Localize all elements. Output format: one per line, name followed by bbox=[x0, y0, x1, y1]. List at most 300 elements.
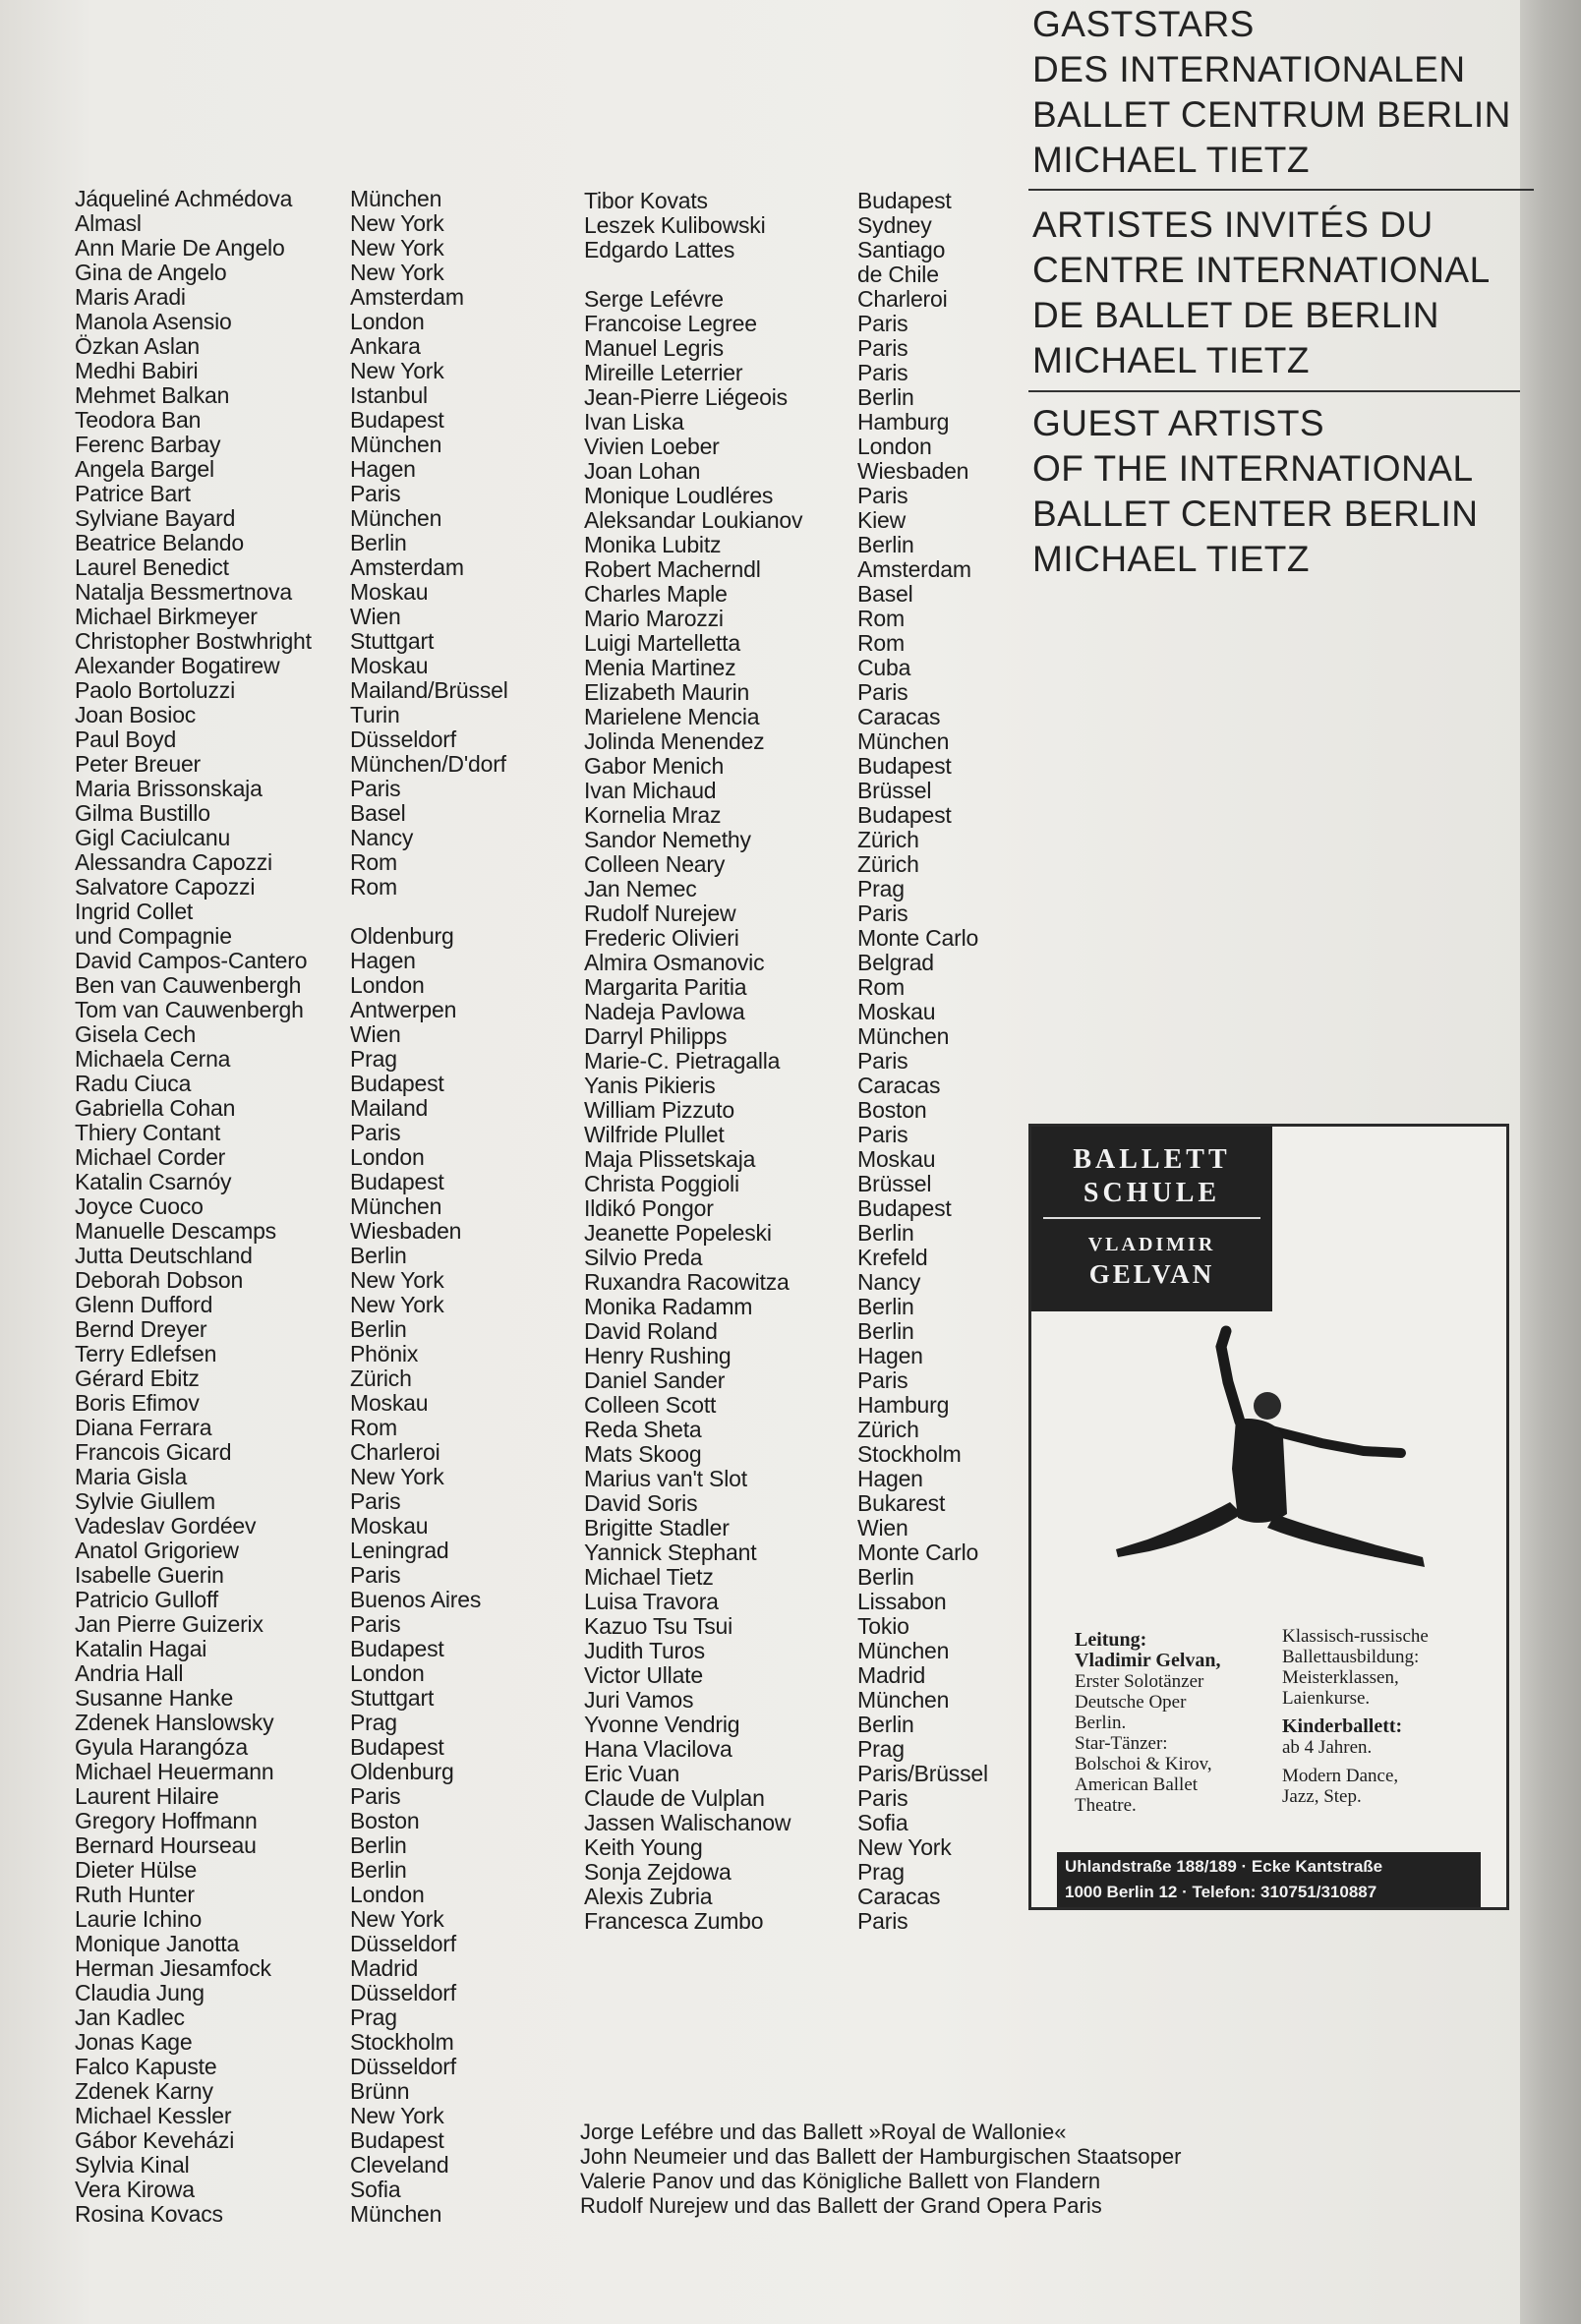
ballet-school-advertisement bbox=[1028, 1124, 1509, 1910]
artist-city: Stuttgart bbox=[350, 628, 435, 654]
heading-line: BALLET CENTRUM BERLIN bbox=[1032, 94, 1511, 135]
artist-name: Judith Turos bbox=[584, 1638, 705, 1663]
artist-name: Laurel Benedict bbox=[75, 554, 229, 580]
ad-text-line: ab 4 Jahren. bbox=[1282, 1737, 1373, 1758]
artist-name: Anatol Grigoriew bbox=[75, 1538, 239, 1563]
artist-city: Moskau bbox=[857, 999, 936, 1024]
artist-name: Kazuo Tsu Tsui bbox=[584, 1613, 733, 1639]
artist-city: Budapest bbox=[350, 1636, 444, 1661]
artist-name: Margarita Paritia bbox=[584, 974, 747, 1000]
artist-city: New York bbox=[350, 1267, 444, 1293]
artist-city: Caracas bbox=[857, 1073, 941, 1098]
artist-city: Cleveland bbox=[350, 2152, 449, 2178]
artist-city: Paris bbox=[350, 1562, 401, 1588]
artist-city: Kiew bbox=[857, 507, 907, 533]
dancer-head bbox=[1254, 1392, 1281, 1420]
artist-name: Sonja Zejdowa bbox=[584, 1859, 732, 1885]
artist-city: Charleroi bbox=[350, 1439, 440, 1465]
artist-city: Prag bbox=[857, 1859, 905, 1885]
artist-name: Christa Poggioli bbox=[584, 1171, 739, 1196]
artist-city: Nancy bbox=[857, 1269, 921, 1295]
artist-city: Wien bbox=[857, 1515, 908, 1540]
artist-city: Zürich bbox=[857, 827, 919, 852]
artist-name: Gregory Hoffmann bbox=[75, 1808, 258, 1833]
artist-city: Moskau bbox=[350, 579, 429, 605]
artist-name: Claudia Jung bbox=[75, 1980, 205, 2005]
artist-city: Budapest bbox=[350, 407, 444, 433]
artist-name: Joyce Cuoco bbox=[75, 1193, 204, 1219]
artist-name: Jan Kadlec bbox=[75, 2004, 185, 2030]
artist-city: Düsseldorf bbox=[350, 2054, 456, 2079]
spacer bbox=[584, 262, 848, 287]
artist-name: Monique Janotta bbox=[75, 1931, 240, 1956]
artist-city: Mailand/Brüssel bbox=[350, 677, 508, 703]
artist-name: Laurent Hilaire bbox=[75, 1783, 219, 1809]
artist-name: Frederic Olivieri bbox=[584, 925, 739, 951]
artist-name: Maria Brissonskaja bbox=[75, 776, 263, 801]
artist-city: Turin bbox=[350, 702, 400, 727]
ad-text-line: Modern Dance, bbox=[1282, 1766, 1399, 1786]
artist-city: Berlin bbox=[857, 1220, 914, 1246]
artist-city: Paris bbox=[857, 483, 908, 508]
artist-name: Leszek Kulibowski bbox=[584, 212, 766, 238]
artist-city: Budapest bbox=[857, 802, 952, 828]
artist-city: Prag bbox=[350, 1046, 397, 1072]
artist-city: Paris bbox=[857, 901, 908, 926]
ad-text-line: American Ballet bbox=[1075, 1774, 1199, 1795]
artist-city: New York bbox=[857, 1834, 952, 1860]
heading-line: ARTISTES INVITÉS DU bbox=[1032, 204, 1434, 245]
ad-text-line: Star-Tänzer: bbox=[1075, 1733, 1168, 1754]
artist-name: Zdenek Hanslowsky bbox=[75, 1710, 274, 1735]
artist-city: Tokio bbox=[857, 1613, 909, 1639]
artist-city: Brüssel bbox=[857, 1171, 932, 1196]
artist-name: und Compagnie bbox=[75, 923, 232, 949]
artist-city: Santiago bbox=[857, 237, 946, 262]
ad-address-line: Uhlandstraße 188/189 · Ecke Kantstraße bbox=[1065, 1857, 1383, 1876]
artist-name: Katalin Csarnóy bbox=[75, 1169, 232, 1194]
ad-text-line: Bolschoi & Kirov, bbox=[1075, 1754, 1212, 1774]
artist-city: New York bbox=[350, 1464, 444, 1489]
artist-name: Gilma Bustillo bbox=[75, 800, 210, 826]
artist-name: Michaela Cerna bbox=[75, 1046, 231, 1072]
artist-name: Laurie Ichino bbox=[75, 1906, 203, 1932]
artist-name: Aleksandar Loukianov bbox=[584, 507, 803, 533]
artist-city: London bbox=[857, 434, 932, 459]
artist-names-column-2 bbox=[584, 189, 848, 1934]
artist-city: Berlin bbox=[857, 1294, 914, 1319]
artist-name: Ferenc Barbay bbox=[75, 432, 221, 457]
artist-name: Michael Birkmeyer bbox=[75, 604, 258, 629]
artist-city: Budapest bbox=[350, 1071, 444, 1096]
artist-city: Paris bbox=[350, 1783, 401, 1809]
artist-name: Teodora Ban bbox=[75, 407, 202, 433]
artist-name: Hana Vlacilova bbox=[584, 1736, 732, 1762]
artist-cities-column-2 bbox=[857, 189, 1034, 1934]
artist-city: Paris bbox=[857, 335, 908, 361]
artist-city: Bukarest bbox=[857, 1490, 946, 1516]
artist-city: New York bbox=[350, 210, 444, 236]
artist-name: Jassen Walischanow bbox=[584, 1810, 791, 1835]
heading-line: CENTRE INTERNATIONAL bbox=[1032, 250, 1491, 290]
artist-name: Yvonne Vendrig bbox=[584, 1712, 740, 1737]
artist-name: Maria Gisla bbox=[75, 1464, 188, 1489]
artist-city: Paris bbox=[350, 481, 401, 506]
artist-name: Angela Bargel bbox=[75, 456, 214, 482]
heading-line: MICHAEL TIETZ bbox=[1032, 539, 1310, 579]
spacer bbox=[1282, 1758, 1503, 1766]
artist-name: Gyula Harangóza bbox=[75, 1734, 248, 1760]
artist-name: Michael Corder bbox=[75, 1144, 226, 1170]
artist-name: Daniel Sander bbox=[584, 1367, 726, 1393]
artist-city: Hagen bbox=[857, 1343, 923, 1368]
dancer-leg-back bbox=[1116, 1502, 1242, 1557]
artist-name: Mireille Leterrier bbox=[584, 360, 743, 385]
artist-name: Isabelle Guerin bbox=[75, 1562, 224, 1588]
logo-line: GELVAN bbox=[1088, 1259, 1215, 1289]
artist-city: Berlin bbox=[857, 1318, 914, 1344]
artist-name: Medhi Babiri bbox=[75, 358, 199, 383]
artist-name: Monique Loudléres bbox=[584, 483, 774, 508]
artist-city: New York bbox=[350, 358, 444, 383]
heading-english bbox=[1032, 401, 1534, 582]
artist-name: Ivan Liska bbox=[584, 409, 684, 435]
ad-kids-ballet-label: Kinderballett: bbox=[1282, 1715, 1403, 1737]
artist-city: Cuba bbox=[857, 655, 911, 680]
artist-city: Lissabon bbox=[857, 1589, 947, 1614]
artist-city: Budapest bbox=[857, 1195, 952, 1221]
artist-city: Sofia bbox=[350, 2177, 401, 2202]
artist-city: Nancy bbox=[350, 825, 414, 850]
artist-city: Monte Carlo bbox=[857, 925, 979, 951]
artist-name: Thiery Contant bbox=[75, 1120, 221, 1145]
artist-name: Özkan Aslan bbox=[75, 333, 200, 359]
artist-name: Marie-C. Pietragalla bbox=[584, 1048, 781, 1074]
artist-name: Michael Tietz bbox=[584, 1564, 714, 1590]
artist-name: Serge Lefévre bbox=[584, 286, 724, 312]
artist-name: Dieter Hülse bbox=[75, 1857, 198, 1883]
heading-line: OF THE INTERNATIONAL bbox=[1032, 448, 1474, 489]
dancer-torso bbox=[1232, 1419, 1287, 1523]
artist-name: Silvio Preda bbox=[584, 1245, 703, 1270]
artist-city: München/D'dorf bbox=[350, 751, 506, 777]
artist-city: Oldenburg bbox=[350, 923, 454, 949]
heading-divider bbox=[1028, 189, 1534, 191]
ad-text-line: Berlin. bbox=[1075, 1713, 1127, 1733]
artist-name: Luisa Travora bbox=[584, 1589, 719, 1614]
heading-line: MICHAEL TIETZ bbox=[1032, 340, 1310, 380]
artist-city: Moskau bbox=[350, 1513, 429, 1539]
artist-city: Caracas bbox=[857, 1884, 941, 1909]
artist-name: Claude de Vulplan bbox=[584, 1785, 765, 1811]
artist-name: Michael Kessler bbox=[75, 2103, 232, 2128]
artist-city: Phönix bbox=[350, 1341, 419, 1366]
artist-city: München bbox=[350, 432, 442, 457]
dancer-leg-front bbox=[1267, 1514, 1425, 1567]
artist-city: München bbox=[857, 1687, 950, 1713]
artist-name: Edgardo Lattes bbox=[584, 237, 735, 262]
artist-city: Rom bbox=[350, 1415, 397, 1440]
artist-city: München bbox=[857, 1023, 950, 1049]
guest-companies-list bbox=[580, 2120, 1181, 2218]
artist-city: Wien bbox=[350, 604, 401, 629]
artist-city: Budapest bbox=[857, 753, 952, 779]
artist-city: Prag bbox=[857, 1736, 905, 1762]
artist-name: Darryl Philipps bbox=[584, 1023, 728, 1049]
artist-name: Joan Bosioc bbox=[75, 702, 197, 727]
artist-city: Sofia bbox=[857, 1810, 908, 1835]
artist-cities-column-1 bbox=[350, 187, 576, 2227]
artist-name: Ruxandra Racowitza bbox=[584, 1269, 790, 1295]
artist-city: Berlin bbox=[857, 532, 914, 557]
artist-name: Alexander Bogatirew bbox=[75, 653, 280, 678]
artist-city: Budapest bbox=[350, 1169, 444, 1194]
artist-name: Susanne Hanke bbox=[75, 1685, 234, 1711]
artist-name: Jan Nemec bbox=[584, 876, 697, 901]
ad-phone-line: 1000 Berlin 12 · Telefon: 310751/310887 bbox=[1065, 1883, 1377, 1901]
artist-city: Stockholm bbox=[350, 2029, 454, 2055]
ad-director-info bbox=[1075, 1630, 1281, 1816]
logo-divider bbox=[1043, 1217, 1260, 1219]
artist-name: Robert Macherndl bbox=[584, 556, 761, 582]
artist-name: Natalja Bessmertnova bbox=[75, 579, 292, 605]
artist-city: Zürich bbox=[857, 851, 919, 877]
heading-german bbox=[1032, 2, 1534, 183]
heading-line: DE BALLET DE BERLIN bbox=[1032, 295, 1439, 335]
artist-city: Düsseldorf bbox=[350, 1980, 456, 2005]
artist-name: Diana Ferrara bbox=[75, 1415, 212, 1440]
artist-name: William Pizzuto bbox=[584, 1097, 734, 1123]
artist-city: New York bbox=[350, 260, 444, 285]
artist-city: Berlin bbox=[857, 1564, 914, 1590]
company-entry: John Neumeier und das Ballett der Hamburgischen Staatsoper bbox=[580, 2144, 1182, 2169]
artist-city: Prag bbox=[350, 1710, 397, 1735]
artist-name: Almira Osmanovic bbox=[584, 950, 765, 975]
artist-name: Ingrid Collet bbox=[75, 899, 194, 924]
artist-name: Mario Marozzi bbox=[584, 606, 724, 631]
artist-name: Ann Marie De Angelo bbox=[75, 235, 285, 261]
ad-text-line: Theatre. bbox=[1075, 1795, 1137, 1816]
heading-line: MICHAEL TIETZ bbox=[1032, 140, 1310, 180]
artist-city: Berlin bbox=[857, 384, 914, 410]
artist-name: Boris Efimov bbox=[75, 1390, 200, 1416]
artist-name: Francoise Legree bbox=[584, 311, 757, 336]
artist-city: Berlin bbox=[350, 1243, 407, 1268]
artist-city: Moskau bbox=[350, 653, 429, 678]
artist-city: Amsterdam bbox=[857, 556, 971, 582]
artist-city: Rom bbox=[857, 974, 905, 1000]
ad-text-line: Deutsche Oper bbox=[1075, 1692, 1187, 1713]
artist-name: Katalin Hagai bbox=[75, 1636, 207, 1661]
artist-city: Charleroi bbox=[857, 286, 948, 312]
artist-city: Hamburg bbox=[857, 1392, 950, 1418]
artist-city: Paris bbox=[857, 311, 908, 336]
logo-line: SCHULE bbox=[1083, 1178, 1221, 1208]
artist-name: Maris Aradi bbox=[75, 284, 186, 310]
artist-name: Sandor Nemethy bbox=[584, 827, 751, 852]
ad-address-bar bbox=[1057, 1852, 1481, 1907]
artist-city: Antwerpen bbox=[350, 997, 457, 1022]
artist-name: Colleen Scott bbox=[584, 1392, 717, 1418]
ad-director-label: Leitung: bbox=[1075, 1629, 1147, 1651]
artist-city: München bbox=[350, 505, 442, 531]
artist-city: Paris bbox=[350, 1488, 401, 1514]
artist-name: Juri Vamos bbox=[584, 1687, 694, 1713]
artist-city: Paris bbox=[857, 1048, 908, 1074]
artist-name: Luigi Martelletta bbox=[584, 630, 740, 656]
artist-name: Manuelle Descamps bbox=[75, 1218, 276, 1244]
artist-city: Zürich bbox=[350, 1365, 412, 1391]
logo-line: VLADIMIR bbox=[1087, 1234, 1216, 1255]
artist-city: London bbox=[350, 1882, 425, 1907]
leaping-dancer-photo bbox=[1110, 1321, 1454, 1616]
ballet-school-logo bbox=[1031, 1127, 1272, 1311]
artist-city: Boston bbox=[857, 1097, 927, 1123]
company-entry: Rudolf Nurejew und das Ballett der Grand Opera Paris bbox=[580, 2193, 1102, 2218]
artist-city: Berlin bbox=[857, 1712, 914, 1737]
artist-city: London bbox=[350, 1660, 425, 1686]
artist-city: München bbox=[350, 2201, 442, 2227]
company-entry: Jorge Lefébre und das Ballett »Royal de Wallonie« bbox=[580, 2120, 1067, 2144]
artist-city: Paris bbox=[350, 1611, 401, 1637]
artist-city: London bbox=[350, 309, 425, 334]
artist-names-column-1 bbox=[75, 187, 338, 2227]
artist-city: Paris bbox=[857, 1785, 908, 1811]
artist-name: Bernd Dreyer bbox=[75, 1316, 207, 1342]
artist-city: Amsterdam bbox=[350, 554, 464, 580]
ad-text-line: Jazz, Step. bbox=[1282, 1786, 1362, 1807]
artist-name: David Soris bbox=[584, 1490, 698, 1516]
artist-city: Boston bbox=[350, 1808, 420, 1833]
artist-name: Manola Asensio bbox=[75, 309, 232, 334]
artist-name: Francois Gicard bbox=[75, 1439, 232, 1465]
artist-city: Madrid bbox=[857, 1662, 926, 1688]
artist-city: Monte Carlo bbox=[857, 1540, 979, 1565]
artist-city: Hagen bbox=[350, 456, 416, 482]
artist-city: London bbox=[350, 1144, 425, 1170]
artist-name: Eric Vuan bbox=[584, 1761, 680, 1786]
artist-name: Ildikó Pongor bbox=[584, 1195, 714, 1221]
artist-name: Victor Ullate bbox=[584, 1662, 703, 1688]
dancer-arm-raised bbox=[1221, 1331, 1240, 1422]
artist-name: Menia Martinez bbox=[584, 655, 736, 680]
artist-name: Jeanette Popeleski bbox=[584, 1220, 772, 1246]
artist-city: Prag bbox=[350, 2004, 397, 2030]
artist-name: Jutta Deutschland bbox=[75, 1243, 253, 1268]
ad-text-line: Laienkurse. bbox=[1282, 1688, 1371, 1709]
artist-name: Yannick Stephant bbox=[584, 1540, 757, 1565]
artist-name: David Campos-Cantero bbox=[75, 948, 308, 973]
artist-name: Gérard Ebitz bbox=[75, 1365, 200, 1391]
ad-courses-info bbox=[1282, 1626, 1503, 1807]
artist-name: Marielene Mencia bbox=[584, 704, 760, 729]
artist-city: Wiesbaden bbox=[350, 1218, 462, 1244]
artist-city: Basel bbox=[857, 581, 913, 607]
artist-name: Maja Plissetskaja bbox=[584, 1146, 756, 1172]
artist-city: Brünn bbox=[350, 2078, 410, 2104]
artist-name: Herman Jiesamfock bbox=[75, 1955, 271, 1981]
artist-city: Rom bbox=[857, 630, 905, 656]
heading-line: GUEST ARTISTS bbox=[1032, 403, 1325, 443]
artist-city: Hagen bbox=[857, 1466, 923, 1491]
artist-city: New York bbox=[350, 2103, 444, 2128]
artist-city: Paris bbox=[857, 1908, 908, 1934]
artist-name: Tibor Kovats bbox=[584, 188, 708, 213]
artist-city: Zürich bbox=[857, 1417, 919, 1442]
artist-name: Almasl bbox=[75, 210, 142, 236]
artist-name: Patrice Bart bbox=[75, 481, 191, 506]
artist-name: Radu Ciuca bbox=[75, 1071, 192, 1096]
artist-name: Gina de Angelo bbox=[75, 260, 227, 285]
artist-city: London bbox=[350, 972, 425, 998]
artist-name: Monika Lubitz bbox=[584, 532, 722, 557]
artist-name: Bernard Hourseau bbox=[75, 1832, 257, 1858]
artist-name: Christopher Bostwhright bbox=[75, 628, 312, 654]
artist-city: Sydney bbox=[857, 212, 932, 238]
artist-city: Buenos Aires bbox=[350, 1587, 482, 1612]
artist-city: Brüssel bbox=[857, 778, 932, 803]
artist-name: Colleen Neary bbox=[584, 851, 726, 877]
artist-city: Paris bbox=[857, 360, 908, 385]
artist-name: Yanis Pikieris bbox=[584, 1073, 716, 1098]
artist-name: Alexis Zubria bbox=[584, 1884, 713, 1909]
artist-city: Berlin bbox=[350, 1832, 407, 1858]
artist-name: Mats Skoog bbox=[584, 1441, 702, 1467]
artist-name: Vivien Loeber bbox=[584, 434, 720, 459]
artist-name: Terry Edlefsen bbox=[75, 1341, 217, 1366]
artist-name: Paul Boyd bbox=[75, 726, 177, 752]
artist-name: Sylvie Giullem bbox=[75, 1488, 215, 1514]
artist-city: Hagen bbox=[350, 948, 416, 973]
artist-name: Manuel Legris bbox=[584, 335, 724, 361]
artist-city: Paris bbox=[857, 1367, 908, 1393]
artist-name: Zdenek Karny bbox=[75, 2078, 213, 2104]
artist-name: Monika Radamm bbox=[584, 1294, 753, 1319]
artist-name: Gabriella Cohan bbox=[75, 1095, 236, 1121]
artist-city: Caracas bbox=[857, 704, 941, 729]
artist-name: Gisela Cech bbox=[75, 1021, 197, 1047]
artist-name: Alessandra Capozzi bbox=[75, 849, 272, 875]
artist-city: New York bbox=[350, 235, 444, 261]
artist-city: Rom bbox=[350, 874, 397, 900]
heading-line: BALLET CENTER BERLIN bbox=[1032, 494, 1479, 534]
artist-name: Brigitte Stadler bbox=[584, 1515, 730, 1540]
artist-name: Jean-Pierre Liégeois bbox=[584, 384, 788, 410]
artist-name: Jonas Kage bbox=[75, 2029, 193, 2055]
artist-name: Paolo Bortoluzzi bbox=[75, 677, 235, 703]
artist-city: Wien bbox=[350, 1021, 401, 1047]
artist-city: New York bbox=[350, 1292, 444, 1317]
heading-divider bbox=[1028, 390, 1520, 392]
artist-name: Joan Lohan bbox=[584, 458, 701, 484]
artist-name: Vadeslav Gordéev bbox=[75, 1513, 257, 1539]
artist-city: Madrid bbox=[350, 1955, 419, 1981]
artist-name: Henry Rushing bbox=[584, 1343, 732, 1368]
artist-name: Wilfride Plullet bbox=[584, 1122, 725, 1147]
artist-name: Charles Maple bbox=[584, 581, 728, 607]
artist-city: München bbox=[350, 186, 442, 211]
artist-name: Francesca Zumbo bbox=[584, 1908, 764, 1934]
artist-name: Jolinda Menendez bbox=[584, 728, 765, 754]
artist-name: Gabor Menich bbox=[584, 753, 725, 779]
artist-city: Berlin bbox=[350, 1857, 407, 1883]
artist-name: Peter Breuer bbox=[75, 751, 201, 777]
artist-name: Patricio Gulloff bbox=[75, 1587, 218, 1612]
artist-city: Leningrad bbox=[350, 1538, 449, 1563]
artist-city: Amsterdam bbox=[350, 284, 464, 310]
artist-name: Michael Heuermann bbox=[75, 1759, 274, 1784]
artist-city: New York bbox=[350, 1906, 444, 1932]
